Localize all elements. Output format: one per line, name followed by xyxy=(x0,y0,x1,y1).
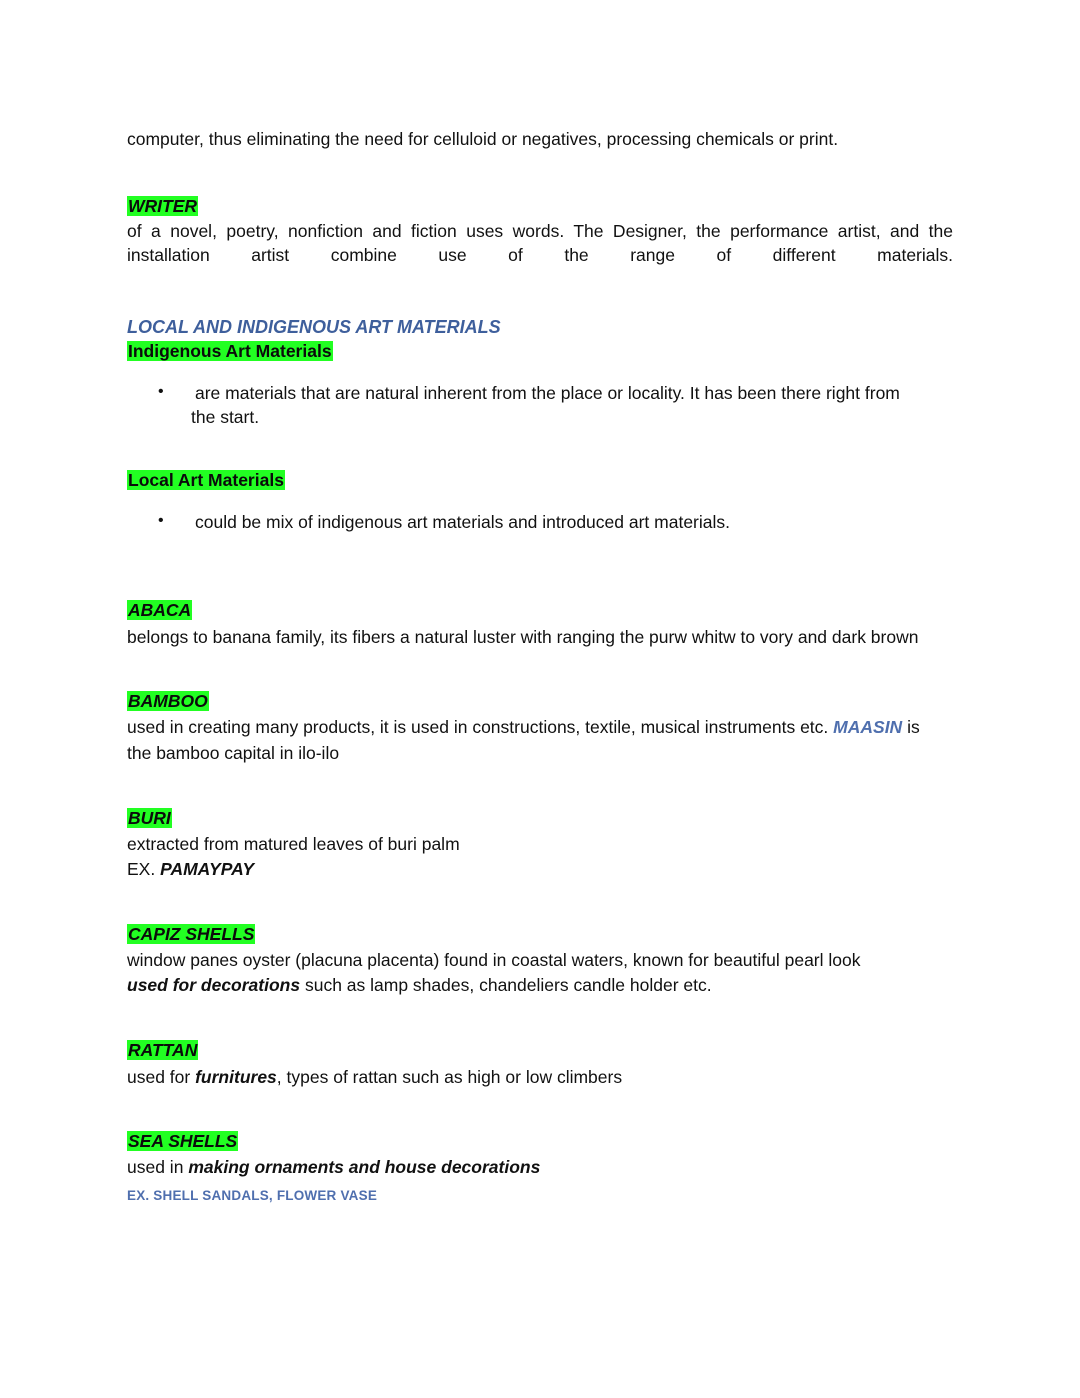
buri-example-prefix: EX. xyxy=(127,859,156,879)
rattan-line xyxy=(127,1066,622,1088)
rattan-line-bold: furnitures xyxy=(195,1067,277,1087)
capiz-heading: CAPIZ SHELLS xyxy=(128,924,255,944)
bamboo-line-1-end: is xyxy=(907,717,920,737)
bamboo-line-1 xyxy=(127,716,920,738)
indigenous-bullet-line-1: are materials that are natural inherent from the place or locality. It has been there right from xyxy=(195,383,900,403)
seashells-heading: SEA SHELLS xyxy=(128,1131,238,1151)
capiz-line-1: window panes oyster (placuna placenta) found in coastal waters, known for beautiful pearl look xyxy=(127,950,861,970)
section-title-row xyxy=(127,316,501,338)
abaca-heading-row xyxy=(127,599,192,621)
local-bullet-line: could be mix of indigenous art materials and introduced art materials. xyxy=(195,512,730,532)
indigenous-bullet-line-2: the start. xyxy=(191,407,260,427)
section-title: LOCAL AND INDIGENOUS ART MATERIALS xyxy=(127,317,501,337)
bullet-icon: • xyxy=(158,383,164,400)
writer-line-2: installation artist combine use of the range of different materials. xyxy=(127,245,953,265)
local-heading-row xyxy=(127,469,285,491)
intro-line: computer, thus eliminating the need for celluloid or negatives, processing chemicals or print. xyxy=(127,129,839,149)
rattan-line-start: used for xyxy=(127,1067,191,1087)
abaca-heading: ABACA xyxy=(128,600,192,620)
rattan-line-end: , types of rattan such as high or low climbers xyxy=(276,1067,623,1087)
local-heading: Local Art Materials xyxy=(128,470,284,490)
seashells-example-row xyxy=(127,1183,377,1207)
buri-example-value: PAMAYPAY xyxy=(160,859,255,879)
buri-example xyxy=(127,858,254,880)
bamboo-heading: BAMBOO xyxy=(128,691,208,711)
abaca-text: belongs to banana family, its fibers a natural luster with ranging the purw whitw to vory and dark brown xyxy=(127,627,919,647)
seashells-line xyxy=(127,1156,540,1178)
rattan-heading: RATTAN xyxy=(128,1040,198,1060)
seashells-heading-row xyxy=(127,1130,238,1152)
bullet-icon: • xyxy=(158,512,164,529)
capiz-line-2 xyxy=(127,974,712,996)
bamboo-heading-row xyxy=(127,690,209,712)
capiz-heading-row xyxy=(127,923,255,945)
writer-heading-row xyxy=(127,195,198,217)
writer-line-1: of a novel, poetry, nonfiction and fiction uses words. The Designer, the performance artist, and the xyxy=(127,221,953,241)
capiz-line-2-rest: such as lamp shades, chandeliers candle holder etc. xyxy=(304,975,712,995)
buri-heading: BURI xyxy=(128,808,171,828)
writer-heading: WRITER xyxy=(128,196,198,216)
capiz-line-2-bold: used for decorations xyxy=(127,975,301,995)
seashells-line-bold: making ornaments and house decorations xyxy=(188,1157,541,1177)
bamboo-line-1-text: used in creating many products, it is used in constructions, textile, musical instruments etc. xyxy=(127,717,829,737)
bamboo-line-2: the bamboo capital in ilo-ilo xyxy=(127,743,340,763)
seashells-line-start: used in xyxy=(127,1157,184,1177)
indigenous-heading: Indigenous Art Materials xyxy=(128,341,332,361)
indigenous-heading-row xyxy=(127,340,333,362)
rattan-heading-row xyxy=(127,1039,198,1061)
buri-line-1: extracted from matured leaves of buri palm xyxy=(127,834,460,854)
maasin-highlight: MAASIN xyxy=(833,717,903,737)
buri-heading-row xyxy=(127,807,172,829)
seashells-example: EX. SHELL SANDALS, FLOWER VASE xyxy=(127,1188,378,1203)
